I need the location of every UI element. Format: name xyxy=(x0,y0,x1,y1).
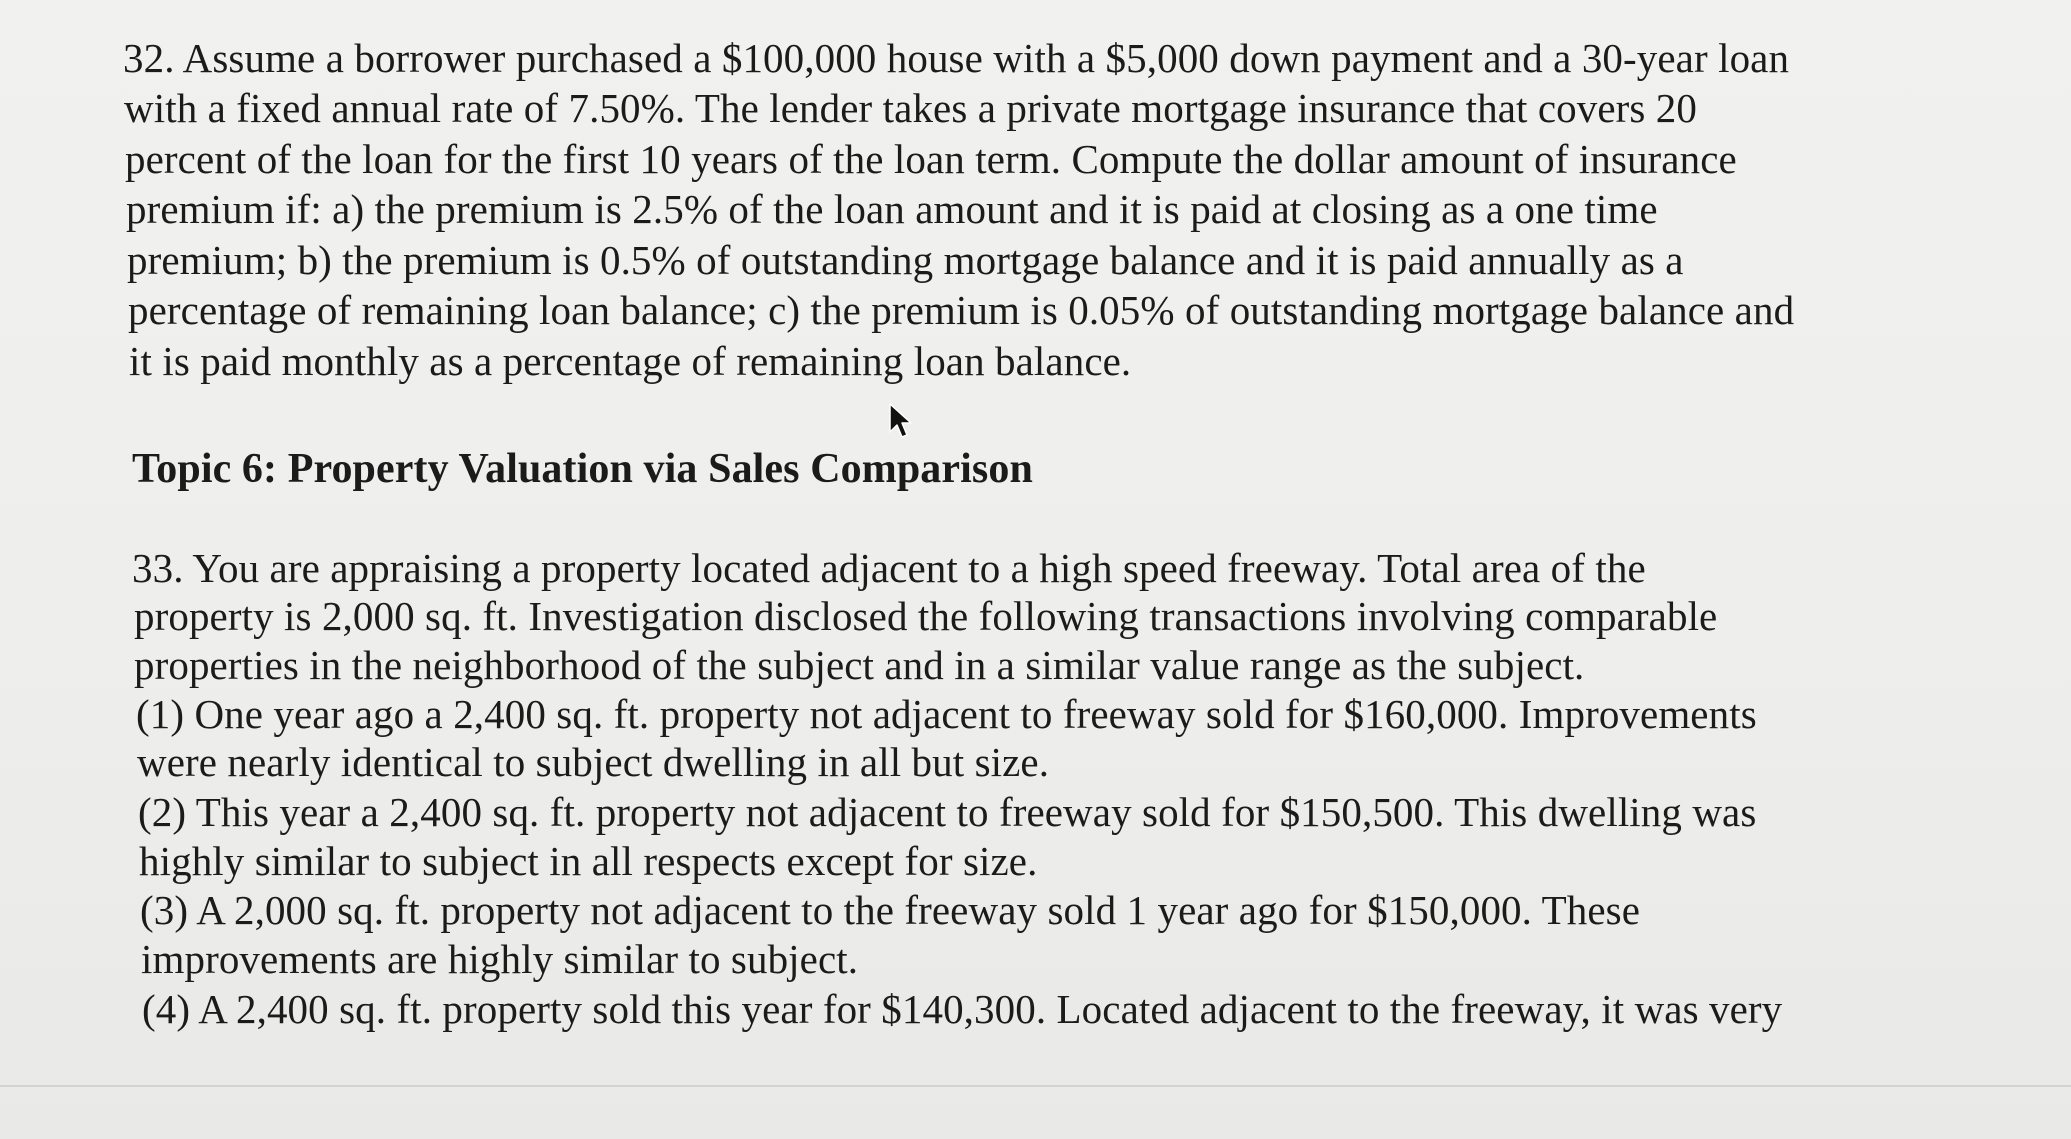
q33-line: (2) This year a 2,400 sq. ft. property not adjacent to freeway sold for $150,500. This dwelling was xyxy=(138,789,1757,835)
topic-heading: Topic 6: Property Valuation via Sales Comparison xyxy=(132,446,1033,492)
q32-line: 32. Assume a borrower purchased a $100,000 house with a $5,000 down payment and a 30-year loan xyxy=(123,35,1790,81)
q33-line: were nearly identical to subject dwelling in all but size. xyxy=(137,739,1050,785)
q32-line: percent of the loan for the first 10 years of the loan term. Compute the dollar amount of insurance xyxy=(125,136,1737,182)
q33-line: (3) A 2,000 sq. ft. property not adjacent to the freeway sold 1 year ago for $150,000. These xyxy=(140,887,1640,933)
q32-line: with a fixed annual rate of 7.50%. The lender takes a private mortgage insurance that covers 20 xyxy=(124,85,1697,131)
q33-line: properties in the neighborhood of the subject and in a similar value range as the subject. xyxy=(134,642,1585,688)
q33-line: highly similar to subject in all respects except for size. xyxy=(139,838,1038,884)
q33-line: improvements are highly similar to subject. xyxy=(141,936,859,982)
q32-line: premium if: a) the premium is 2.5% of the loan amount and it is paid at closing as a one time xyxy=(126,186,1658,232)
page-divider xyxy=(0,1085,2071,1087)
q32-line: it is paid monthly as a percentage of remaining loan balance. xyxy=(129,338,1132,384)
q33-line: (1) One year ago a 2,400 sq. ft. property not adjacent to freeway sold for $160,000. Improvements xyxy=(136,691,1757,737)
mouse-pointer-icon xyxy=(888,402,914,440)
q33-line: (4) A 2,400 sq. ft. property sold this year for $140,300. Located adjacent to the freeway, it was very xyxy=(142,986,1783,1032)
q33-line: property is 2,000 sq. ft. Investigation disclosed the following transactions involving comparable xyxy=(134,593,1718,639)
q32-line: percentage of remaining loan balance; c) the premium is 0.05% of outstanding mortgage balance and xyxy=(128,287,1795,333)
q33-line: 33. You are appraising a property located adjacent to a high speed freeway. Total area of the xyxy=(132,545,1646,591)
q32-line: premium; b) the premium is 0.5% of outstanding mortgage balance and it is paid annually as a xyxy=(127,237,1684,283)
